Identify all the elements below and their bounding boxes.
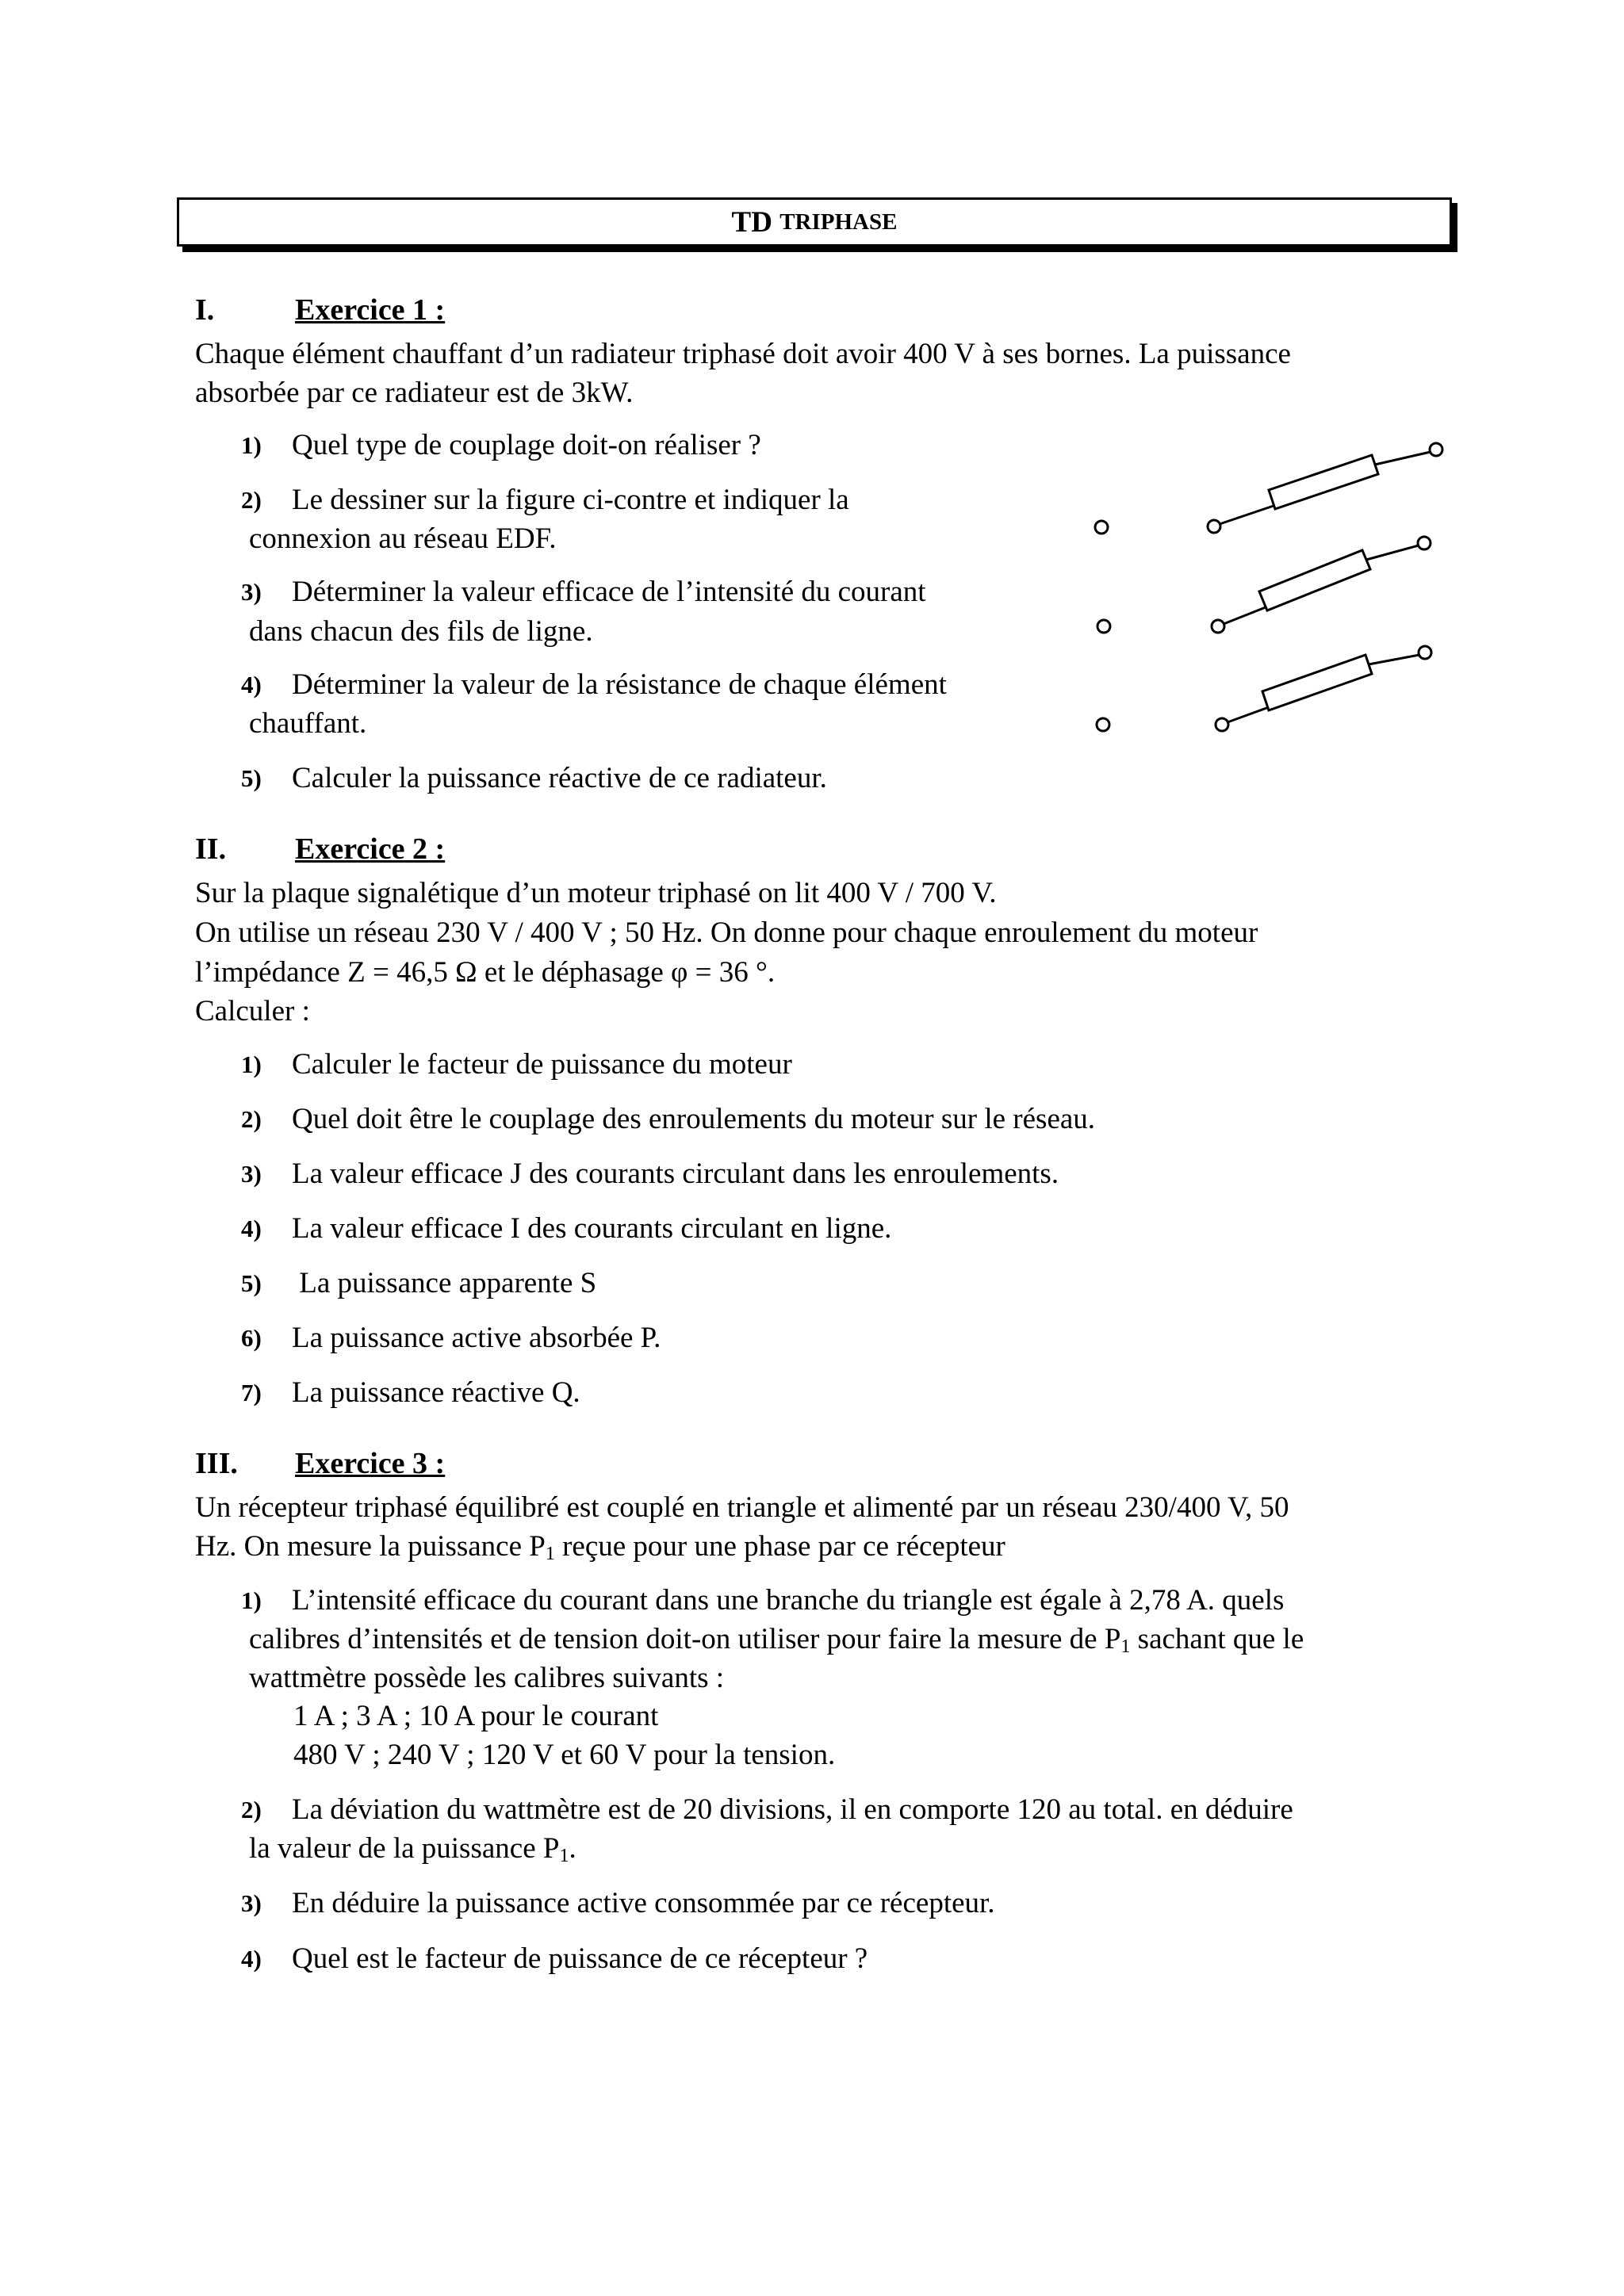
ex2-q2-text: Quel doit être le couplage des enroulements du moteur sur le réseau. <box>292 1103 1096 1135</box>
ex3-q1-number: 1) <box>241 1586 262 1614</box>
ex1-section-title: Exercice 1 : <box>295 293 446 327</box>
ex2-q3-text: La valeur efficace J des courants circulant dans les enroulements. <box>292 1158 1059 1190</box>
resistor-diagram <box>1078 428 1459 745</box>
ex1-intro-line-2: absorbée par ce radiateur est de 3kW. <box>195 377 634 409</box>
ex3-section-number: III. <box>195 1447 238 1480</box>
ex3-intro-line-1: Un récepteur triphasé équilibré est couplé en triangle et alimenté par un réseau 230/400 V, 50 <box>195 1491 1289 1524</box>
heating-element-1 <box>1208 443 1442 533</box>
ex1-q5-number: 5) <box>241 764 262 792</box>
line-terminal-3 <box>1097 718 1109 731</box>
ex1-q2-number: 2) <box>241 486 262 514</box>
ex3-q1-text-line-1: L’intensité efficace du courant dans une branche du triangle est égale à 2,78 A. quels <box>292 1584 1285 1617</box>
ex2-q6-text: La puissance active absorbée P. <box>292 1322 661 1354</box>
ex3-q1-voltage-calibers: 480 V ; 240 V ; 120 V et 60 V pour la tension. <box>293 1739 836 1771</box>
ex1-q1-text: Quel type de couplage doit-on réaliser ? <box>292 429 761 461</box>
ex2-section-title: Exercice 2 : <box>295 832 446 866</box>
ex1-q5-text: Calculer la puissance réactive de ce radiateur. <box>292 762 827 794</box>
ex3-q2-text-line-2: la valeur de la puissance $P_1$. <box>249 1832 576 1866</box>
ex1-q1-number: 1) <box>241 431 262 459</box>
ex2-q2-number: 2) <box>241 1105 262 1133</box>
page-title-main: TD <box>731 205 772 239</box>
ex3-section-title: Exercice 3 : <box>295 1447 446 1480</box>
ex3-intro-line-2: Hz. On mesure la puissance $P_1$ reçue pour une phase par ce récepteur <box>195 1530 1005 1564</box>
ex2-q7-text: La puissance réactive Q. <box>292 1376 580 1409</box>
ex2-intro-line-4: Calculer : <box>195 995 310 1027</box>
line-terminal-2 <box>1097 620 1110 633</box>
heating-element-3 <box>1216 646 1431 731</box>
ex2-q4-text: La valeur efficace I des courants circulant en ligne. <box>292 1212 892 1245</box>
ex2-intro-line-1: Sur la plaque signalétique d’un moteur triphasé on lit 400 V / 700 V. <box>195 877 997 909</box>
ex2-q3-number: 3) <box>241 1160 262 1188</box>
ex2-intro-line-3: l’impédance Z = 46,5 Ω et le déphasage φ = 36 °. <box>195 956 776 989</box>
heating-element-2 <box>1212 537 1431 633</box>
ex2-q7-number: 7) <box>241 1379 262 1406</box>
page-title-rest: TRIPHASE <box>779 209 898 235</box>
ex3-q2-text-line-1: La déviation du wattmètre est de 20 divisions, il en comporte 120 au total. en déduire <box>292 1793 1293 1826</box>
ex1-q3-text-line-1: Déterminer la valeur efficace de l’intensité du courant <box>292 576 926 608</box>
ex2-q5-number: 5) <box>241 1269 262 1297</box>
ex1-q3-number: 3) <box>241 578 262 606</box>
ex1-q2-text-line-1: Le dessiner sur la figure ci-contre et indiquer la <box>292 484 849 516</box>
ex3-q3-number: 3) <box>241 1889 262 1917</box>
ex1-section-number: I. <box>195 293 215 327</box>
ex3-q1-text-line-2: calibres d’intensités et de tension doit-on utiliser pour faire la mesure de $P_1$ sachant que le <box>249 1623 1304 1657</box>
ex2-q1-number: 1) <box>241 1050 262 1078</box>
ex2-q4-number: 4) <box>241 1215 262 1242</box>
ex3-q1-current-calibers: 1 A ; 3 A ; 10 A pour le courant <box>293 1700 659 1732</box>
ex3-q2-number: 2) <box>241 1796 262 1823</box>
ex3-q3-text: En déduire la puissance active consommée par ce récepteur. <box>292 1887 995 1919</box>
ex3-q1-text-line-3: wattmètre possède les calibres suivants : <box>249 1662 725 1694</box>
ex1-q4-text-line-2: chauffant. <box>249 707 367 740</box>
ex1-intro-line-1: Chaque élément chauffant d’un radiateur triphasé doit avoir 400 V à ses bornes. La puissance <box>195 338 1291 370</box>
line-terminal-1 <box>1095 521 1108 534</box>
ex1-q3-text-line-2: dans chacun des fils de ligne. <box>249 615 593 648</box>
ex2-q6-number: 6) <box>241 1324 262 1352</box>
ex1-q2-text-line-2: connexion au réseau EDF. <box>249 522 557 555</box>
ex2-section-number: II. <box>195 832 227 866</box>
ex3-q4-number: 4) <box>241 1945 262 1973</box>
ex2-intro-line-2: On utilise un réseau 230 V / 400 V ; 50 Hz. On donne pour chaque enroulement du moteur <box>195 916 1258 949</box>
ex2-q5-text: La puissance apparente S <box>292 1267 597 1299</box>
page-title-box <box>177 197 1452 247</box>
ex1-q4-number: 4) <box>241 671 262 698</box>
ex1-q4-text-line-1: Déterminer la valeur de la résistance de chaque élément <box>292 668 947 701</box>
ex2-q1-text: Calculer le facteur de puissance du moteur <box>292 1048 792 1081</box>
ex3-q4-text: Quel est le facteur de puissance de ce récepteur ? <box>292 1942 868 1975</box>
